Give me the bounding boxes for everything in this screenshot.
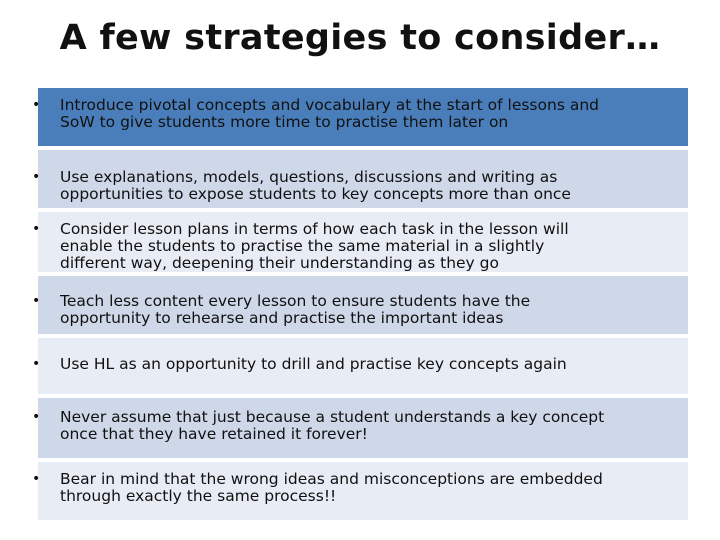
bullet-2-line-1: Use explanations, models, questions, discussions and writing as	[60, 168, 558, 186]
bullet-4-line-1: Teach less content every lesson to ensure students have the	[60, 292, 531, 310]
bullet-1-line-1: Introduce pivotal concepts and vocabulary at the start of lessons and	[60, 96, 599, 114]
bullet-marker: •	[32, 356, 41, 372]
bullet-marker: •	[32, 221, 41, 237]
bullet-3-line-1: Consider lesson plans in terms of how each task in the lesson will	[60, 220, 569, 238]
bullet-3-line-3: different way, deepening their understanding as they go	[60, 254, 499, 272]
bullet-text-6	[60, 409, 692, 443]
bullet-text-4	[60, 293, 692, 327]
bullet-6-line-1: Never assume that just because a student understands a key concept	[60, 408, 605, 426]
bullet-marker: •	[32, 169, 41, 185]
bullet-4-line-2: opportunity to rehearse and practise the important ideas	[60, 309, 504, 327]
bullet-5-line-1: Use HL as an opportunity to drill and practise key concepts again	[60, 355, 567, 373]
bullet-3-line-2: enable the students to practise the same material in a slightly	[60, 237, 545, 255]
bullet-text-2	[60, 169, 692, 203]
bullet-text-1	[60, 97, 692, 131]
bullet-7-line-2: through exactly the same process!!	[60, 487, 337, 505]
bullet-text-3	[60, 221, 692, 272]
bullet-6-line-2: once that they have retained it forever!	[60, 425, 368, 443]
slide-title: A few strategies to consider…	[59, 18, 661, 58]
bullet-text-5	[60, 356, 692, 373]
bullet-marker: •	[32, 471, 41, 487]
bullet-marker: •	[32, 97, 41, 113]
bullet-1-line-2: SoW to give students more time to practise them later on	[60, 113, 509, 131]
bullet-marker: •	[32, 409, 41, 425]
bullet-marker: •	[32, 293, 41, 309]
bullet-7-line-1: Bear in mind that the wrong ideas and misconceptions are embedded	[60, 470, 603, 488]
bullet-text-7	[60, 471, 692, 505]
bullet-2-line-2: opportunities to expose students to key concepts more than once	[60, 185, 571, 203]
